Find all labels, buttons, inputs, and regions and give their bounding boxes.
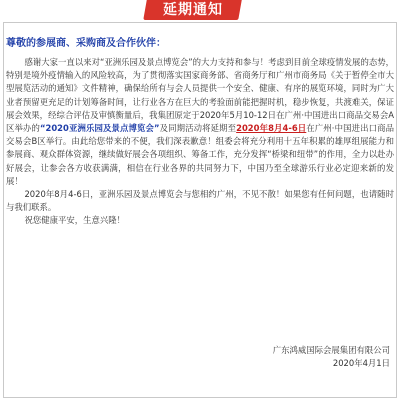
paragraph-main [6,56,394,188]
paragraph-main-part1: 感谢大家一直以来对“亚洲乐园及景点博览会”的大力支持和参与！考虑到目前全球疫情发展的态势，特别是境外疫情输入的风险较高，为了贯彻落实国家商务部、省商务厅和广州市商务局《关于暂停全市大型展览活动的通知》文件精神，确保给所有与会人员提供一个安全、健康、有序的展览环境，同时为广大业者预留更充足的计划筹备时间，让行业各方在巨大的考验面前能把握时机，稳步恢复，共渡难关，保证展会效果，经综合评估及审慎衡量后，我集团原定于2020年5月10-12日在广州·中国进出口商品交易会A区举办的 [6,57,394,134]
event-name: “2020亚洲乐园及景点博览会” [40,123,160,134]
salutation: 尊敬的参展商、采购商及合作伙伴： [6,38,166,49]
paragraph-main-part2: 及同期活动将延期至 [159,123,237,134]
notice-body [6,56,394,228]
signature-block [273,344,390,370]
closing-wishes: 祝您健康平安，生意兴隆！ [24,215,125,226]
badge-label: 延期通知 [162,2,223,18]
paragraph-main-part3: 在广州·中国进出口商品交易会B区举行。由此给您带来的不便，我们深表歉意！组委会将充分利用十五年积累的雄厚组展能力和参展商、观众群体资源，继续做好展会各项组织、筹备工作，充分发挥“桥梁和纽带”的作用，全力以赴办好展会，让参会各方收获满满，相信在行业各界的共同努力下，中国乃至全球游乐行业必定迎来新的发展！ [6,123,394,186]
signature-date: 2020年4月1日 [332,358,390,368]
postponement-badge [143,0,242,20]
new-dates: 2020年8月4-6日 [236,123,307,134]
paragraph-invitation: 2020年8月4-6日，亚洲乐园及景点博览会与您相约广州，不见不散！如果您有任何问题，也请随时与我们联系。 [6,189,394,213]
signature-org: 广东鸿威国际会展集团有限公司 [272,345,390,355]
